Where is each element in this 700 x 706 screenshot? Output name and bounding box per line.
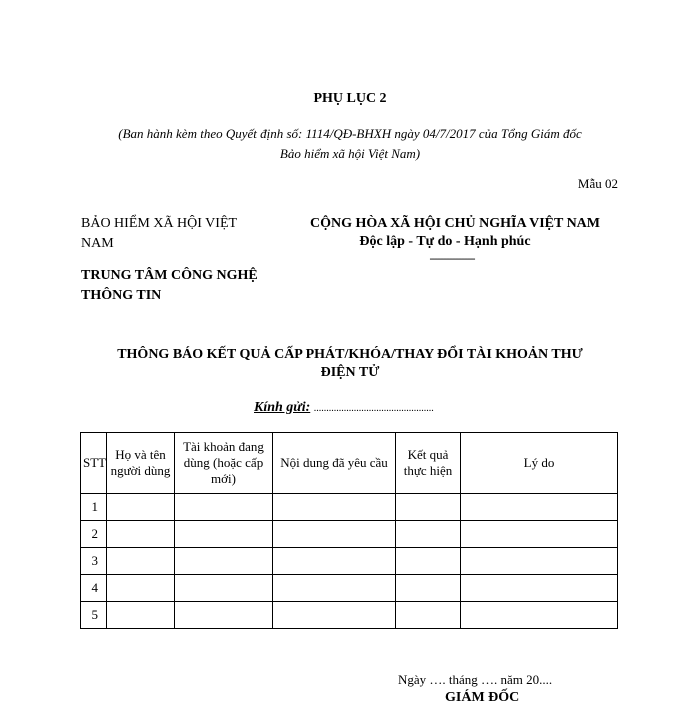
- header-user-name: Họ và tên người dùng: [107, 433, 175, 494]
- agency-line-1: BẢO HIỂM XÃ HỘI VIỆT: [81, 216, 238, 231]
- table-row: [81, 494, 618, 521]
- table-header-row: [81, 433, 618, 494]
- document-title: [90, 346, 610, 382]
- subtitle-line-1: (Ban hành kèm theo Quyết định số: 1114/QĐ-BHXH ngày 04/7/2017 của Tổng Giám đốc: [118, 126, 582, 141]
- cell-result: [396, 575, 461, 602]
- row-stt: 1: [81, 494, 107, 521]
- signatory-title: GIÁM ĐỐC: [445, 690, 520, 705]
- recipient-line: [254, 400, 434, 416]
- cell-reason: [461, 575, 618, 602]
- motto-separator: ---------------: [429, 251, 475, 265]
- row-stt: 2: [81, 521, 107, 548]
- header-reason: Lý do: [461, 433, 618, 494]
- header-account: Tài khoản đang dùng (hoặc cấp mới): [175, 433, 273, 494]
- document-title-line-1: THÔNG BÁO KẾT QUẢ CẤP PHÁT/KHÓA/THAY ĐỔI TÀI KHOẢN THƯ: [117, 347, 583, 362]
- appendix-title: PHỤ LỤC 2: [313, 91, 387, 106]
- cell-account: [175, 575, 273, 602]
- unit-line-2: THÔNG TIN: [81, 288, 162, 303]
- nation-name: CỘNG HÒA XÃ HỘI CHỦ NGHĨA VIỆT NAM: [309, 216, 600, 231]
- document-title-line-2: ĐIỆN TỬ: [320, 365, 380, 380]
- cell-user-name: [107, 575, 175, 602]
- cell-user-name: [107, 602, 175, 629]
- date-line: Ngày …. tháng …. năm 20....: [398, 672, 553, 687]
- header-result: Kết quả thực hiện: [396, 433, 461, 494]
- national-motto: Độc lập - Tự do - Hạnh phúc: [359, 234, 531, 249]
- header-stt: STT: [81, 433, 107, 494]
- cell-request-content: [273, 548, 396, 575]
- cell-result: [396, 494, 461, 521]
- cell-request-content: [273, 602, 396, 629]
- table-row: [81, 521, 618, 548]
- row-stt: 3: [81, 548, 107, 575]
- row-stt: 4: [81, 575, 107, 602]
- table-row: [81, 548, 618, 575]
- table-row: [81, 575, 618, 602]
- cell-account: [175, 494, 273, 521]
- cell-request-content: [273, 575, 396, 602]
- unit-name: [81, 266, 281, 306]
- cell-account: [175, 602, 273, 629]
- cell-request-content: [273, 494, 396, 521]
- unit-line-1: TRUNG TÂM CÔNG NGHỆ: [81, 268, 258, 283]
- cell-user-name: [107, 548, 175, 575]
- cell-account: [175, 548, 273, 575]
- recipient-label: Kính gửi:: [254, 400, 311, 415]
- cell-reason: [461, 602, 618, 629]
- cell-account: [175, 521, 273, 548]
- cell-result: [396, 548, 461, 575]
- cell-result: [396, 602, 461, 629]
- cell-reason: [461, 548, 618, 575]
- cell-user-name: [107, 494, 175, 521]
- row-stt: 5: [81, 602, 107, 629]
- cell-reason: [461, 494, 618, 521]
- header-request-content: Nội dung đã yêu cầu: [273, 433, 396, 494]
- recipient-dots: ................................................: [313, 403, 434, 414]
- form-number: Mẫu 02: [577, 176, 618, 191]
- result-table: [80, 432, 618, 629]
- agency-line-2: NAM: [81, 236, 114, 251]
- cell-request-content: [273, 521, 396, 548]
- subtitle-line-2: Bảo hiểm xã hội Việt Nam): [279, 146, 421, 161]
- agency-name: [81, 214, 271, 254]
- cell-user-name: [107, 521, 175, 548]
- table-row: [81, 602, 618, 629]
- decision-subtitle: [60, 124, 640, 164]
- cell-result: [396, 521, 461, 548]
- cell-reason: [461, 521, 618, 548]
